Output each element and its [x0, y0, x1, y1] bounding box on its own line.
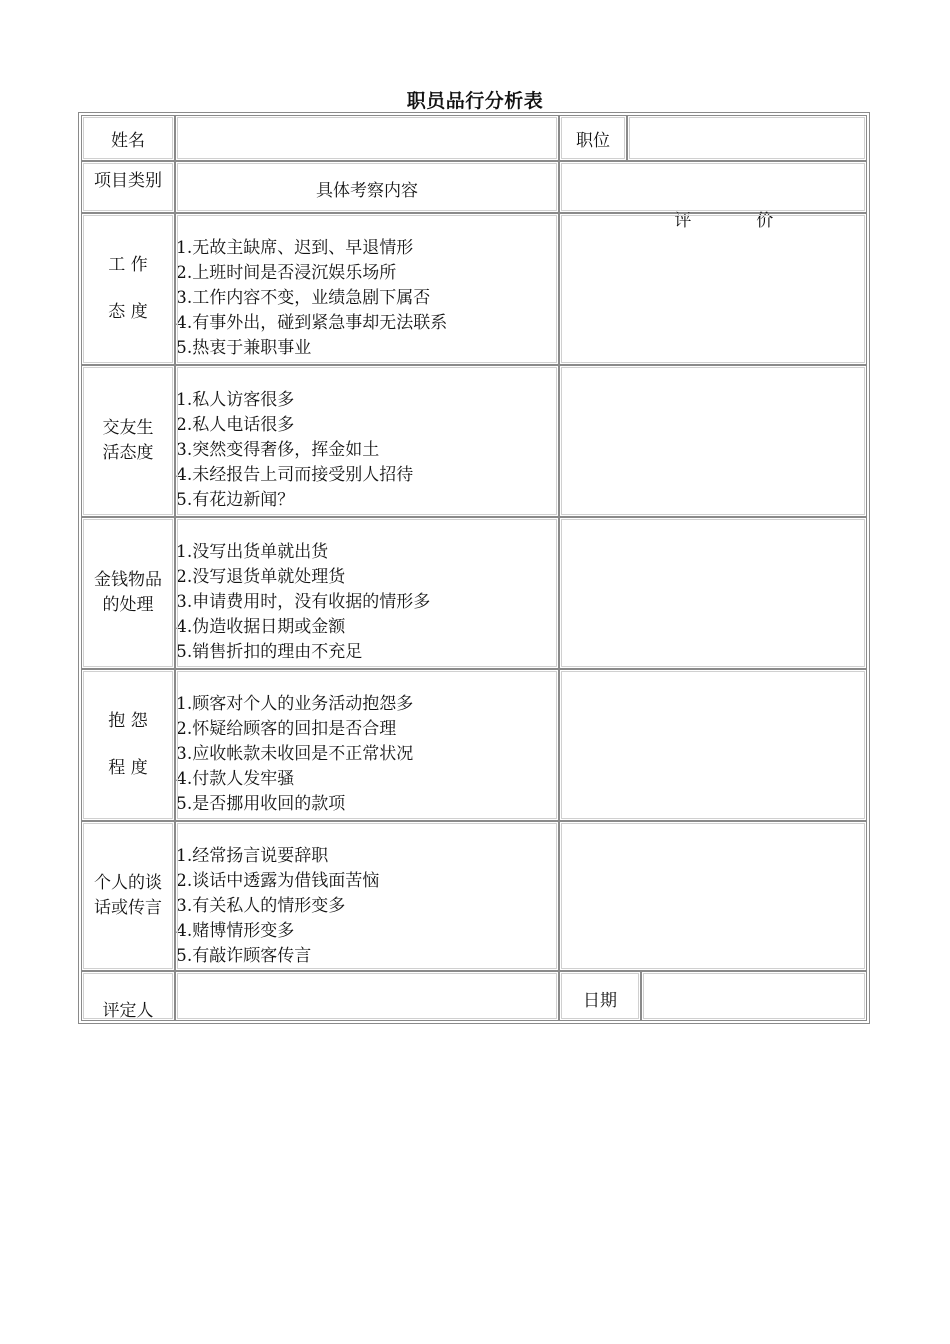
list-item: 3.申请费用时，没有收据的情形多 [176, 592, 431, 612]
list-item: 2.怀疑给顾客的回扣是否合理 [176, 719, 397, 739]
evaluation-field-work-attitude[interactable] [559, 213, 867, 365]
evaluation-header-cell [559, 161, 867, 231]
list-item: 1.无故主缺席、迟到、早退情形 [176, 238, 414, 258]
position-value-field[interactable] [627, 115, 867, 161]
list-item: 2.私人电话很多 [176, 415, 295, 435]
evaluation-field-money-handling[interactable] [559, 517, 867, 669]
list-item: 4.有事外出，碰到紧急事却无法联系 [176, 313, 448, 333]
section-items-personal-talk [175, 821, 559, 971]
section-items-work-attitude [175, 213, 559, 365]
name-value-field[interactable] [175, 115, 559, 161]
category-line: 抱 怨 [108, 711, 148, 731]
category-line: 金钱物品 [94, 570, 162, 590]
section-items-money-handling [175, 517, 559, 669]
list-item: 2.没写退货单就处理货 [176, 567, 346, 587]
list-item: 3.突然变得奢侈，挥金如土 [176, 440, 380, 460]
list-item: 2.上班时间是否浸沉娱乐场所 [176, 263, 397, 283]
list-item: 5.热衷于兼职事业 [176, 338, 312, 358]
name-label-cell [81, 115, 175, 161]
content-header: 具体考察内容 [316, 181, 418, 201]
category-line: 态 度 [108, 302, 148, 322]
list-item: 4.未经报告上司而接受别人招待 [176, 465, 414, 485]
category-line: 活态度 [102, 443, 154, 463]
list-item: 4.伪造收据日期或金额 [176, 617, 346, 637]
list-item: 1.没写出货单就出货 [176, 542, 329, 562]
list-item: 5.有敲诈顾客传言 [176, 946, 312, 966]
list-item: 3.有关私人的情形变多 [176, 896, 346, 916]
category-line: 话或传言 [94, 898, 162, 918]
rater-value-field[interactable] [175, 971, 559, 1021]
section-category-personal-talk [81, 821, 175, 971]
category-line: 个人的谈 [94, 873, 162, 893]
section-category-money-handling [81, 517, 175, 669]
evaluation-field-complaints[interactable] [559, 669, 867, 821]
content-header-cell [175, 161, 559, 213]
list-item: 4.赌博情形变多 [176, 921, 295, 941]
position-label: 职位 [576, 130, 610, 151]
list-item: 5.有花边新闻？ [176, 490, 295, 510]
evaluation-field-personal-talk[interactable] [559, 821, 867, 971]
section-items-complaints [175, 669, 559, 821]
category-line: 工 作 [108, 255, 148, 275]
section-category-social-life [81, 365, 175, 517]
list-item: 5.销售折扣的理由不充足 [176, 642, 363, 662]
list-item: 1.经常扬言说要辞职 [176, 846, 329, 866]
evaluation-header: 评 价 [674, 211, 774, 231]
list-item: 2.谈话中透露为借钱面苦恼 [176, 871, 380, 891]
category-line: 的处理 [102, 595, 154, 615]
date-label-cell [559, 971, 641, 1021]
date-label: 日期 [583, 991, 617, 1011]
list-item: 4.付款人发牢骚 [176, 769, 295, 789]
rater-label: 评定人 [102, 1001, 154, 1021]
list-item: 1.顾客对个人的业务活动抱怨多 [176, 694, 414, 714]
category-line: 交友生 [102, 418, 154, 438]
rater-label-cell [81, 971, 175, 1021]
category-header-cell [81, 161, 175, 213]
list-item: 5.是否挪用收回的款项 [176, 794, 346, 814]
list-item: 1.私人访客很多 [176, 390, 295, 410]
name-label: 姓名 [111, 130, 145, 151]
position-label-cell [559, 115, 627, 161]
list-item: 3.工作内容不变，业绩急剧下属否 [176, 288, 431, 308]
form-title: 职员品行分析表 [406, 90, 544, 112]
section-items-social-life [175, 365, 559, 517]
category-line: 程 度 [108, 758, 148, 778]
analysis-table [78, 112, 870, 1024]
section-category-complaints [81, 669, 175, 821]
list-item: 3.应收帐款未收回是不正常状况 [176, 744, 414, 764]
category-header: 项目类别 [94, 171, 162, 191]
evaluation-field-social-life[interactable] [559, 365, 867, 517]
date-value-field[interactable] [641, 971, 867, 1021]
section-category-work-attitude [81, 213, 175, 365]
